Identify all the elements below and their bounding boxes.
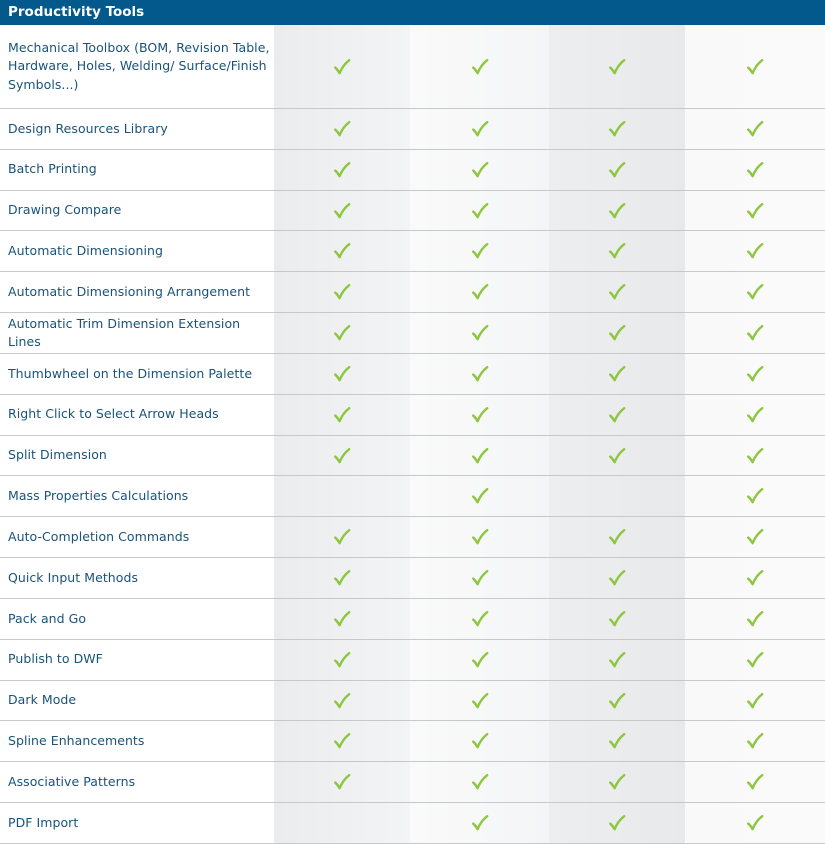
check-icon — [333, 406, 351, 424]
edition-cell-2 — [410, 109, 549, 149]
feature-label: Spline Enhancements — [0, 721, 274, 761]
edition-cell-1 — [274, 191, 410, 231]
check-icon — [471, 58, 489, 76]
table-row — [0, 721, 825, 762]
edition-cell-3 — [549, 354, 685, 394]
table-row — [0, 191, 825, 232]
edition-cell-1 — [274, 150, 410, 190]
check-icon — [608, 651, 626, 669]
edition-cell-1 — [274, 354, 410, 394]
feature-label: Auto-Completion Commands — [0, 517, 274, 557]
feature-label: Associative Patterns — [0, 762, 274, 802]
edition-cell-3 — [549, 640, 685, 680]
check-icon — [608, 732, 626, 750]
check-icon — [471, 283, 489, 301]
check-icon — [608, 58, 626, 76]
feature-label: Design Resources Library — [0, 109, 274, 149]
check-icon — [746, 773, 764, 791]
check-icon — [608, 528, 626, 546]
check-icon — [608, 283, 626, 301]
check-icon — [333, 202, 351, 220]
edition-cell-1 — [274, 231, 410, 271]
check-icon — [333, 651, 351, 669]
check-icon — [608, 814, 626, 832]
edition-cell-1 — [274, 476, 410, 516]
table-row — [0, 762, 825, 803]
feature-label: Automatic Trim Dimension Extension Lines — [0, 313, 274, 353]
check-icon — [471, 242, 489, 260]
edition-cell-4 — [685, 354, 825, 394]
check-icon — [746, 283, 764, 301]
edition-cell-2 — [410, 313, 549, 353]
table-row — [0, 517, 825, 558]
check-icon — [746, 447, 764, 465]
edition-cell-3 — [549, 436, 685, 476]
section-header: Productivity Tools — [0, 0, 825, 25]
edition-cell-2 — [410, 231, 549, 271]
feature-label: Pack and Go — [0, 599, 274, 639]
check-icon — [471, 732, 489, 750]
table-row — [0, 436, 825, 477]
edition-cell-4 — [685, 599, 825, 639]
check-icon — [746, 161, 764, 179]
table-row — [0, 109, 825, 150]
feature-label: Quick Input Methods — [0, 558, 274, 598]
check-icon — [471, 487, 489, 505]
edition-cell-1 — [274, 25, 410, 108]
edition-cell-2 — [410, 354, 549, 394]
check-icon — [471, 528, 489, 546]
check-icon — [746, 242, 764, 260]
edition-cell-1 — [274, 272, 410, 312]
feature-label: Right Click to Select Arrow Heads — [0, 395, 274, 435]
edition-cell-4 — [685, 721, 825, 761]
feature-label: Mass Properties Calculations — [0, 476, 274, 516]
check-icon — [333, 58, 351, 76]
edition-cell-2 — [410, 681, 549, 721]
check-icon — [471, 814, 489, 832]
edition-cell-4 — [685, 762, 825, 802]
edition-cell-3 — [549, 109, 685, 149]
check-icon — [471, 651, 489, 669]
check-icon — [333, 242, 351, 260]
feature-label: Publish to DWF — [0, 640, 274, 680]
edition-cell-2 — [410, 272, 549, 312]
table-row — [0, 354, 825, 395]
feature-rows — [0, 25, 825, 844]
edition-cell-4 — [685, 803, 825, 843]
check-icon — [608, 406, 626, 424]
check-icon — [746, 120, 764, 138]
edition-cell-3 — [549, 721, 685, 761]
check-icon — [333, 120, 351, 138]
check-icon — [746, 58, 764, 76]
check-icon — [471, 324, 489, 342]
check-icon — [746, 202, 764, 220]
edition-cell-4 — [685, 25, 825, 108]
edition-cell-4 — [685, 517, 825, 557]
feature-label: Automatic Dimensioning Arrangement — [0, 272, 274, 312]
edition-cell-2 — [410, 803, 549, 843]
check-icon — [746, 814, 764, 832]
edition-cell-4 — [685, 395, 825, 435]
check-icon — [471, 202, 489, 220]
edition-cell-1 — [274, 395, 410, 435]
check-icon — [746, 487, 764, 505]
table-row — [0, 231, 825, 272]
check-icon — [746, 528, 764, 546]
check-icon — [608, 120, 626, 138]
feature-label: PDF Import — [0, 803, 274, 843]
edition-cell-4 — [685, 476, 825, 516]
feature-label: Split Dimension — [0, 436, 274, 476]
edition-cell-3 — [549, 599, 685, 639]
edition-cell-4 — [685, 191, 825, 231]
check-icon — [471, 610, 489, 628]
edition-cell-2 — [410, 558, 549, 598]
table-row — [0, 395, 825, 436]
check-icon — [333, 447, 351, 465]
check-icon — [746, 569, 764, 587]
check-icon — [608, 773, 626, 791]
check-icon — [471, 447, 489, 465]
check-icon — [746, 610, 764, 628]
edition-cell-2 — [410, 436, 549, 476]
check-icon — [608, 569, 626, 587]
check-icon — [333, 161, 351, 179]
edition-cell-4 — [685, 681, 825, 721]
edition-cell-3 — [549, 762, 685, 802]
check-icon — [608, 447, 626, 465]
check-icon — [608, 202, 626, 220]
check-icon — [746, 365, 764, 383]
edition-cell-3 — [549, 25, 685, 108]
table-row — [0, 803, 825, 844]
edition-cell-3 — [549, 272, 685, 312]
feature-label: Thumbwheel on the Dimension Palette — [0, 354, 274, 394]
edition-cell-2 — [410, 721, 549, 761]
check-icon — [471, 569, 489, 587]
edition-cell-2 — [410, 25, 549, 108]
check-icon — [746, 732, 764, 750]
check-icon — [333, 732, 351, 750]
edition-cell-1 — [274, 313, 410, 353]
edition-cell-1 — [274, 599, 410, 639]
check-icon — [471, 773, 489, 791]
edition-cell-2 — [410, 395, 549, 435]
edition-cell-2 — [410, 762, 549, 802]
check-icon — [333, 569, 351, 587]
feature-label: Batch Printing — [0, 150, 274, 190]
edition-cell-2 — [410, 150, 549, 190]
edition-cell-3 — [549, 191, 685, 231]
check-icon — [608, 324, 626, 342]
check-icon — [608, 365, 626, 383]
edition-cell-4 — [685, 150, 825, 190]
check-icon — [471, 120, 489, 138]
edition-cell-1 — [274, 558, 410, 598]
table-row — [0, 599, 825, 640]
edition-cell-1 — [274, 681, 410, 721]
edition-cell-2 — [410, 476, 549, 516]
edition-cell-1 — [274, 803, 410, 843]
edition-cell-1 — [274, 436, 410, 476]
edition-cell-1 — [274, 517, 410, 557]
check-icon — [608, 610, 626, 628]
edition-cell-1 — [274, 762, 410, 802]
edition-cell-2 — [410, 191, 549, 231]
table-row — [0, 313, 825, 354]
table-row — [0, 150, 825, 191]
edition-cell-3 — [549, 476, 685, 516]
edition-cell-3 — [549, 395, 685, 435]
edition-cell-4 — [685, 109, 825, 149]
check-icon — [746, 651, 764, 669]
edition-cell-4 — [685, 558, 825, 598]
feature-label: Drawing Compare — [0, 191, 274, 231]
check-icon — [333, 692, 351, 710]
table-row — [0, 25, 825, 109]
edition-cell-3 — [549, 517, 685, 557]
table-row — [0, 681, 825, 722]
table-row — [0, 640, 825, 681]
edition-cell-2 — [410, 640, 549, 680]
check-icon — [471, 692, 489, 710]
table-row — [0, 558, 825, 599]
check-icon — [471, 161, 489, 179]
edition-cell-1 — [274, 109, 410, 149]
check-icon — [333, 365, 351, 383]
edition-cell-3 — [549, 803, 685, 843]
check-icon — [333, 283, 351, 301]
edition-cell-3 — [549, 231, 685, 271]
edition-cell-3 — [549, 681, 685, 721]
table-row — [0, 476, 825, 517]
edition-cell-3 — [549, 150, 685, 190]
table-row — [0, 272, 825, 313]
check-icon — [333, 773, 351, 791]
feature-label: Automatic Dimensioning — [0, 231, 274, 271]
check-icon — [608, 242, 626, 260]
check-icon — [471, 406, 489, 424]
edition-cell-1 — [274, 721, 410, 761]
check-icon — [333, 528, 351, 546]
edition-cell-2 — [410, 517, 549, 557]
edition-cell-4 — [685, 640, 825, 680]
feature-label: Mechanical Toolbox (BOM, Revision Table, Hardware, Holes, Welding/ Surface/Finish Symbols...) — [0, 25, 274, 108]
edition-cell-4 — [685, 436, 825, 476]
check-icon — [471, 365, 489, 383]
check-icon — [608, 692, 626, 710]
edition-cell-3 — [549, 558, 685, 598]
edition-cell-1 — [274, 640, 410, 680]
check-icon — [608, 161, 626, 179]
feature-label: Dark Mode — [0, 681, 274, 721]
edition-cell-3 — [549, 313, 685, 353]
check-icon — [333, 610, 351, 628]
check-icon — [746, 324, 764, 342]
check-icon — [746, 406, 764, 424]
edition-cell-2 — [410, 599, 549, 639]
edition-cell-4 — [685, 272, 825, 312]
check-icon — [746, 692, 764, 710]
check-icon — [333, 324, 351, 342]
edition-cell-4 — [685, 313, 825, 353]
edition-cell-4 — [685, 231, 825, 271]
